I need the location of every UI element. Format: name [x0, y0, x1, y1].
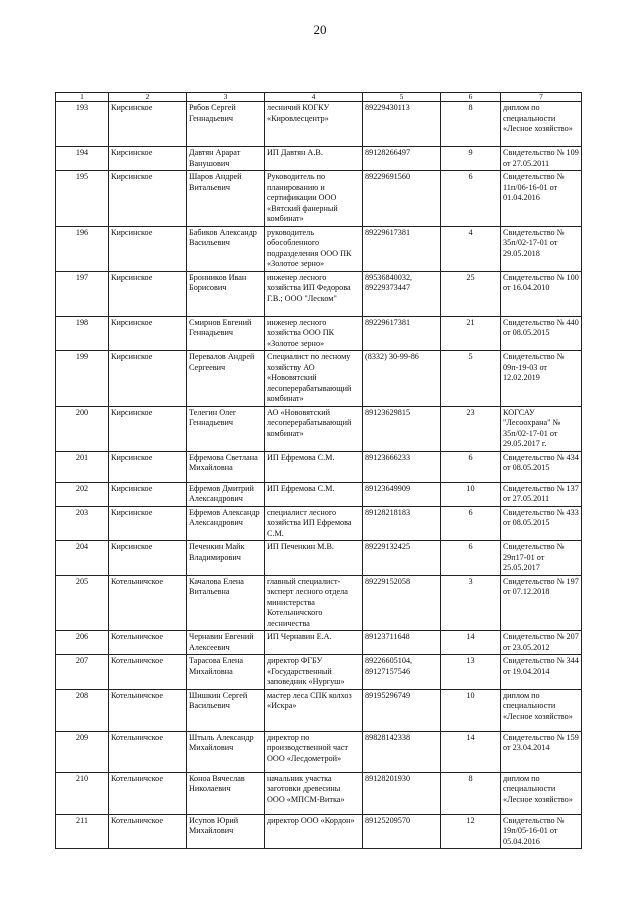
- phone-number: (8332) 30-99-86: [363, 351, 441, 407]
- column-header: 4: [265, 93, 363, 102]
- phone-number: 89226605104, 89127157546: [363, 655, 441, 690]
- row-number: 210: [56, 772, 109, 814]
- count-value: 6: [441, 506, 501, 541]
- count-value: 10: [441, 689, 501, 731]
- phone-number: 89229691560: [363, 171, 441, 227]
- phone-number: 89125209570: [363, 814, 441, 849]
- registry-table: [55, 92, 582, 849]
- table-row: [56, 102, 582, 147]
- page-number: 20: [313, 22, 327, 37]
- position-text: директор ФГБУ «Государственный заповедник «Нургуш»: [265, 655, 363, 690]
- position-text: специалист лесного хозяйства ИП Ефремова С.М.: [265, 506, 363, 541]
- count-value: 3: [441, 575, 501, 631]
- phone-number: 89229132425: [363, 541, 441, 576]
- phone-number: 89229617381: [363, 316, 441, 351]
- table-row: [56, 655, 582, 690]
- person-name: Перевалов Андрей Сергеевич: [187, 351, 265, 407]
- table-row: [56, 171, 582, 227]
- phone-number: 89195296749: [363, 689, 441, 731]
- district-name: Кирсинское: [109, 147, 187, 171]
- position-text: руководитель обособленного подразделения ООО ПК «Золотое зерно»: [265, 226, 363, 271]
- position-text: Специалист по лесному хозяйству АО «Нововятский лесоперерабатывающий комбинат»: [265, 351, 363, 407]
- certificate-text: Свидетельство № 197 от 07.12.2018: [501, 575, 582, 631]
- certificate-text: Свидетельство № 159 от 23.04.2014: [501, 731, 582, 772]
- person-name: Тарасова Елена Михайловна: [187, 655, 265, 690]
- table-row: [56, 541, 582, 576]
- count-value: 12: [441, 814, 501, 849]
- count-value: 9: [441, 147, 501, 171]
- column-header: 7: [501, 93, 582, 102]
- row-number: 207: [56, 655, 109, 690]
- column-header: 6: [441, 93, 501, 102]
- table-header-row: [56, 93, 582, 102]
- district-name: Котельничское: [109, 731, 187, 772]
- person-name: Качалова Елена Витальевна: [187, 575, 265, 631]
- table-row: [56, 451, 582, 482]
- person-name: Ефремов Дмитрий Александрович: [187, 482, 265, 506]
- person-name: Штыль Александр Михайлович: [187, 731, 265, 772]
- table-row: [56, 406, 582, 451]
- district-name: Кирсинское: [109, 316, 187, 351]
- position-text: ИП Давтян А.В.: [265, 147, 363, 171]
- count-value: 5: [441, 351, 501, 407]
- certificate-text: Свидетельство № 344 от 19.04.2014: [501, 655, 582, 690]
- person-name: Ефремов Александр Александрович: [187, 506, 265, 541]
- row-number: 202: [56, 482, 109, 506]
- person-name: Коноа Вячеслав Николаевич: [187, 772, 265, 814]
- position-text: ИП Ефремова С.М.: [265, 451, 363, 482]
- table-row: [56, 731, 582, 772]
- position-text: инженер лесного хозяйства ООО ПК «Золотое зерно»: [265, 316, 363, 351]
- person-name: Исупов Юрий Михайлович: [187, 814, 265, 849]
- district-name: Котельничское: [109, 575, 187, 631]
- count-value: 14: [441, 631, 501, 655]
- certificate-text: диплом по специальности «Лесное хозяйство»: [501, 772, 582, 814]
- row-number: 196: [56, 226, 109, 271]
- count-value: 8: [441, 102, 501, 147]
- district-name: Кирсинское: [109, 541, 187, 576]
- count-value: 25: [441, 271, 501, 316]
- phone-number: 89128201930: [363, 772, 441, 814]
- table-row: [56, 482, 582, 506]
- position-text: директор по производственной част ООО «Лесдометрой»: [265, 731, 363, 772]
- row-number: 198: [56, 316, 109, 351]
- district-name: Кирсинское: [109, 271, 187, 316]
- count-value: 8: [441, 772, 501, 814]
- position-text: мастер леса СПК колхоз «Искра»: [265, 689, 363, 731]
- table-row: [56, 226, 582, 271]
- table-row: [56, 506, 582, 541]
- certificate-text: Свидетельство № 19п/05-16-01 от 05.04.2016: [501, 814, 582, 849]
- certificate-text: Свидетельство № 35п/02-17-01 от 29.05.2018: [501, 226, 582, 271]
- table-row: [56, 147, 582, 171]
- row-number: 201: [56, 451, 109, 482]
- phone-number: 89229430113: [363, 102, 441, 147]
- district-name: Котельничское: [109, 655, 187, 690]
- person-name: Печенкин Майк Владимирович: [187, 541, 265, 576]
- table-row: [56, 689, 582, 731]
- table-row: [56, 772, 582, 814]
- position-text: АО «Нововятский лесоперерабатывающий комбинат»: [265, 406, 363, 451]
- row-number: 204: [56, 541, 109, 576]
- certificate-text: диплом по специальности «Лесное хозяйство»: [501, 102, 582, 147]
- certificate-text: КОГСАУ "Лесоохрана" № 35п/02-17-01 от 29.05.2017 г.: [501, 406, 582, 451]
- count-value: 10: [441, 482, 501, 506]
- row-number: 206: [56, 631, 109, 655]
- certificate-text: Свидетельство № 29п17-01 от 25.05.2017: [501, 541, 582, 576]
- phone-number: 89828142338: [363, 731, 441, 772]
- row-number: 209: [56, 731, 109, 772]
- district-name: Кирсинское: [109, 406, 187, 451]
- phone-number: 89123711648: [363, 631, 441, 655]
- phone-number: 89128266497: [363, 147, 441, 171]
- certificate-text: Свидетельство № 100 от 16.04.2010: [501, 271, 582, 316]
- table-row: [56, 316, 582, 351]
- position-text: ИП Чернавин Е.А.: [265, 631, 363, 655]
- table-row: [56, 631, 582, 655]
- certificate-text: Свидетельство № 09п-19-03 от 12.02.2019: [501, 351, 582, 407]
- row-number: 203: [56, 506, 109, 541]
- count-value: 13: [441, 655, 501, 690]
- person-name: Шишкин Сергей Васильевич: [187, 689, 265, 731]
- row-number: 194: [56, 147, 109, 171]
- count-value: 6: [441, 541, 501, 576]
- column-header: 1: [56, 93, 109, 102]
- certificate-text: Свидетельство № 109 от 27.05.2011: [501, 147, 582, 171]
- certificate-text: Свидетельство № 440 от 08.05.2015: [501, 316, 582, 351]
- district-name: Кирсинское: [109, 226, 187, 271]
- phone-number: 89229617381: [363, 226, 441, 271]
- certificate-text: Свидетельство № 434 от 08.05.2015: [501, 451, 582, 482]
- position-text: директор ООО «Кордон»: [265, 814, 363, 849]
- person-name: Бабиков Александр Васильевич: [187, 226, 265, 271]
- district-name: Кирсинское: [109, 451, 187, 482]
- district-name: Кирсинское: [109, 171, 187, 227]
- row-number: 200: [56, 406, 109, 451]
- phone-number: 89123629815: [363, 406, 441, 451]
- certificate-text: Свидетельство № 207 от 23.05.2012: [501, 631, 582, 655]
- count-value: 14: [441, 731, 501, 772]
- certificate-text: Свидетельство № 433 от 08.05.2015: [501, 506, 582, 541]
- row-number: 193: [56, 102, 109, 147]
- table-row: [56, 575, 582, 631]
- row-number: 195: [56, 171, 109, 227]
- person-name: Ефремова Светлана Михайловна: [187, 451, 265, 482]
- row-number: 205: [56, 575, 109, 631]
- person-name: Давтян Арарат Ванушович: [187, 147, 265, 171]
- table-row: [56, 351, 582, 407]
- phone-number: 89229152058: [363, 575, 441, 631]
- district-name: Котельничское: [109, 772, 187, 814]
- position-text: Руководитель по планированию и сертификации ООО «Вятский фанерный комбинат»: [265, 171, 363, 227]
- person-name: Телегин Олег Геннадьевич: [187, 406, 265, 451]
- table-row: [56, 271, 582, 316]
- row-number: 197: [56, 271, 109, 316]
- person-name: Шаров Андрей Витальевич: [187, 171, 265, 227]
- table-row: [56, 814, 582, 849]
- column-header: 2: [109, 93, 187, 102]
- count-value: 21: [441, 316, 501, 351]
- phone-number: 89123649909: [363, 482, 441, 506]
- person-name: Смирнов Евгений Геннадьевич: [187, 316, 265, 351]
- row-number: 208: [56, 689, 109, 731]
- district-name: Котельничское: [109, 631, 187, 655]
- certificate-text: Свидетельство № 11п/06-16-01 от 01.04.2016: [501, 171, 582, 227]
- position-text: начальник участка заготовки древесины ООО «МПСМ-Витка»: [265, 772, 363, 814]
- position-text: ИП Печенкин М.В.: [265, 541, 363, 576]
- certificate-text: Свидетельство № 137 от 27.05.2011: [501, 482, 582, 506]
- certificate-text: диплом по специальности «Лесное хозяйство»: [501, 689, 582, 731]
- district-name: Кирсинское: [109, 102, 187, 147]
- count-value: 6: [441, 451, 501, 482]
- district-name: Кирсинское: [109, 506, 187, 541]
- person-name: Бронников Иван Борисович: [187, 271, 265, 316]
- position-text: лесничий КОГКУ «Кировлесцентр»: [265, 102, 363, 147]
- phone-number: 89128218183: [363, 506, 441, 541]
- column-header: 3: [187, 93, 265, 102]
- district-name: Кирсинское: [109, 351, 187, 407]
- phone-number: 89536840032, 89229373447: [363, 271, 441, 316]
- position-text: главный специалист-эксперт лесного отдела министерства Котельничского лесничества: [265, 575, 363, 631]
- phone-number: 89123666233: [363, 451, 441, 482]
- column-header: 5: [363, 93, 441, 102]
- person-name: Рябов Сергей Геннадьевич: [187, 102, 265, 147]
- count-value: 4: [441, 226, 501, 271]
- district-name: Котельничское: [109, 814, 187, 849]
- position-text: инженер лесного хозяйства ИП Федорова Г.В.; ООО "Леском": [265, 271, 363, 316]
- district-name: Котельничское: [109, 689, 187, 731]
- count-value: 23: [441, 406, 501, 451]
- district-name: Кирсинское: [109, 482, 187, 506]
- count-value: 6: [441, 171, 501, 227]
- row-number: 211: [56, 814, 109, 849]
- person-name: Чернавин Евгений Алексеевич: [187, 631, 265, 655]
- position-text: ИП Ефремова С.М.: [265, 482, 363, 506]
- row-number: 199: [56, 351, 109, 407]
